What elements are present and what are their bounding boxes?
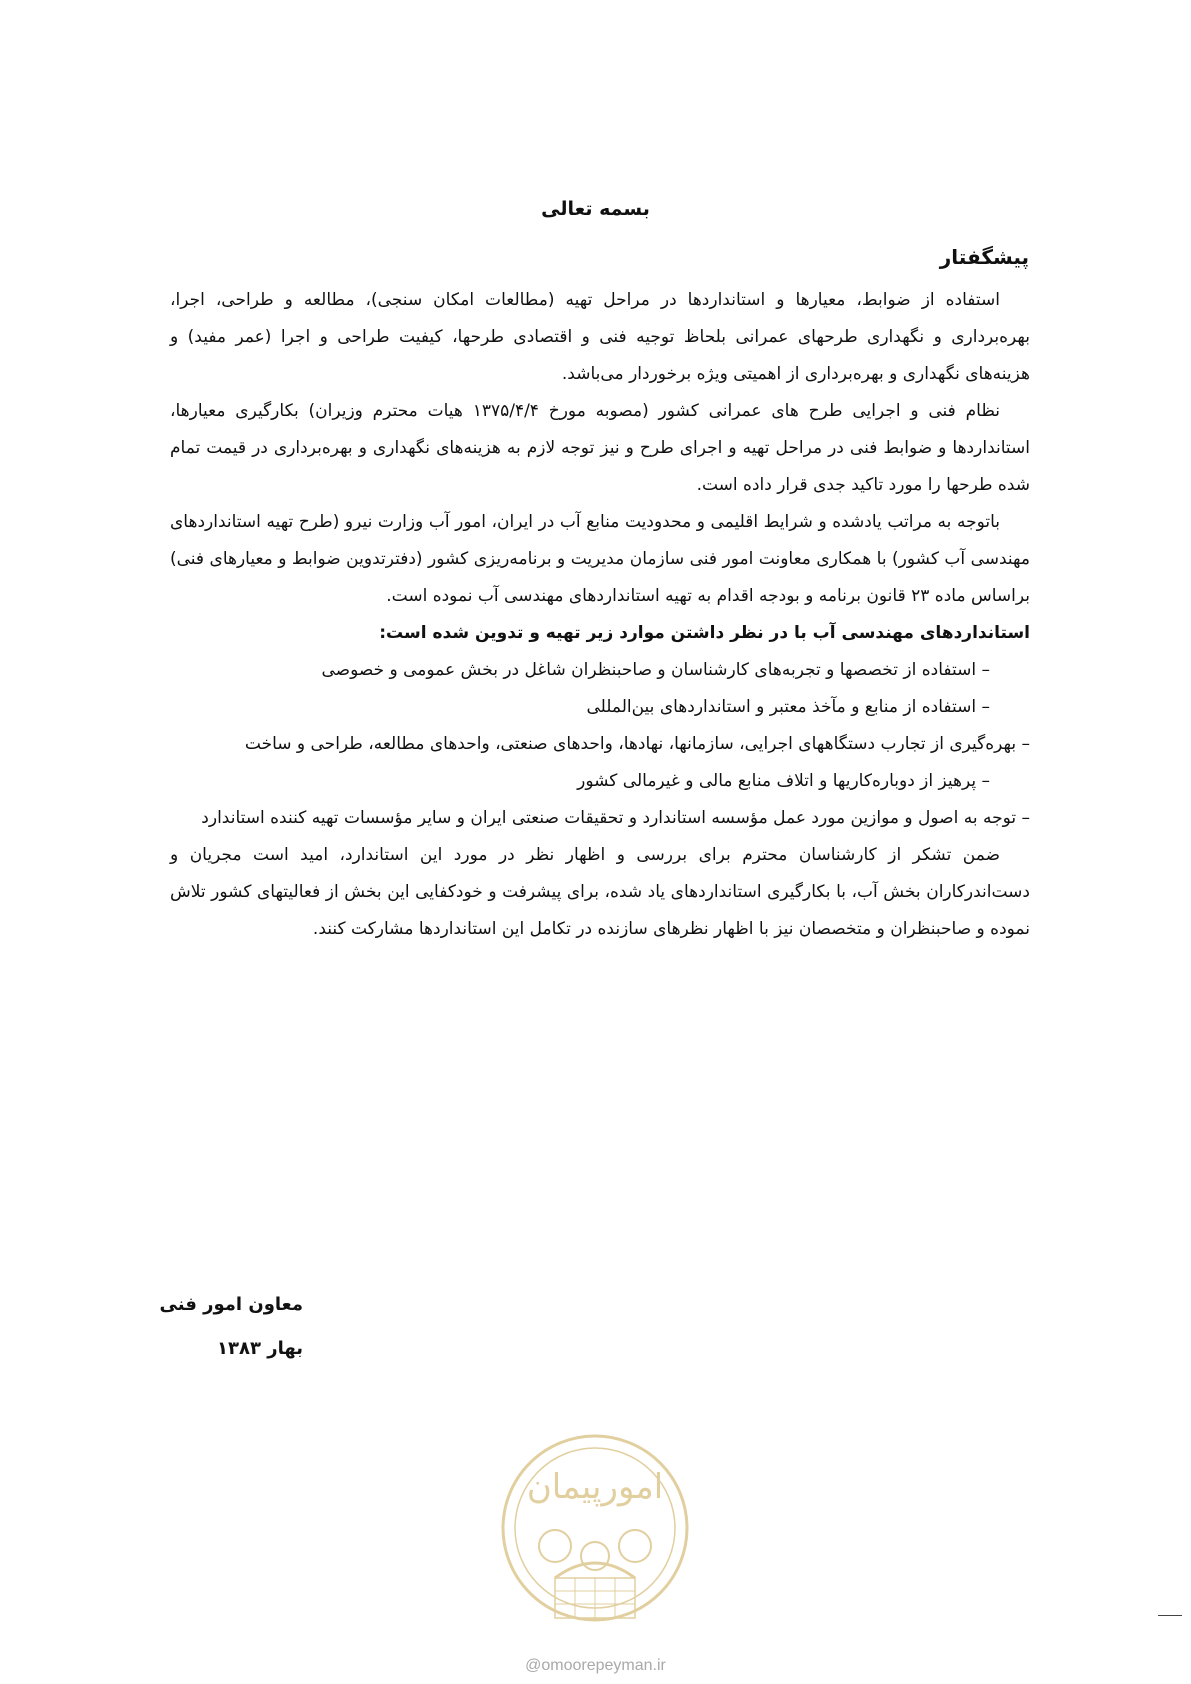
list-item: – استفاده از منابع و مآخذ معتبر و استانداردهای بین‌المللی	[586, 697, 990, 717]
list-item: – استفاده از تخصصها و تجربه‌های کارشناسان و صاحبنظران شاغل در بخش عمومی و خصوصی	[321, 660, 990, 680]
list-item: – پرهیز از دوباره‌کاریها و اتلاف منابع مالی و غیرمالی کشور	[577, 771, 990, 791]
signature-block	[160, 1283, 303, 1371]
paragraph-3: باتوجه به مراتب یادشده و شرایط اقلیمی و محدودیت منابع آب در ایران، امور آب وزارت نیرو (طرح تهیه استانداردهای مهندسی آب کشور) با همکاری معاونت امور فنی سازمان مدیریت و برنامه‌ریزی کشور (دفترتدوین ضوابط و معیارهای فنی) براساس ماده ۲۳ قانون برنامه و بودجه اقدام به تهیه استانداردهای مهندسی آب نموده است.	[170, 512, 1030, 606]
paragraph-4: استانداردهای مهندسی آب با در نظر داشتن موارد زیر تهیه و تدوین شده است:	[379, 623, 1030, 643]
signature-date: بهار ۱۳۸۳	[217, 1338, 303, 1359]
paragraph-2: نظام فنی و اجرایی طرح های عمرانی کشور (مصوبه مورخ ۱۳۷۵/۴/۴ هیات محترم وزیران) بکارگیری معیارها، استانداردها و ضوابط فنی در مراحل تهیه و اجرای طرح و نیز توجه لازم به هزینه‌های نگهداری و بهره‌برداری در قیمت تمام شده طرحها را مورد تاکید جدی قرار داده است.	[170, 401, 1030, 495]
page-dash-mark	[1158, 1615, 1182, 1616]
basmala-heading: بسمه تعالی	[541, 198, 650, 220]
section-title: پیشگفتار	[939, 245, 1029, 269]
list-item: – بهره‌گیری از تجارب دستگاههای اجرایی، سازمانها، نهادها، واحدهای صنعتی، واحدهای مطالعه، طراحی و ساخت	[244, 734, 1030, 754]
watermark-logo-text: امورپیمان	[526, 1467, 664, 1507]
closing-paragraph: ضمن تشکر از کارشناسان محترم برای بررسی و اظهار نظر در مورد این استاندارد، امید است مجریان و دست‌اندرکاران بخش آب، با بکارگیری استانداردهای یاد شده، برای پیشرفت و خودکفایی این بخش از فعالیتهای کشور تلاش نموده و صاحبنظران و متخصصان نیز با اظهار نظرهای سازنده در تکامل این استانداردها مشارکت کنند.	[170, 845, 1030, 939]
watermark-url: @omoorepeyman.ir	[525, 1657, 666, 1674]
signature-title: معاون امور فنی	[159, 1294, 303, 1315]
body-text	[170, 282, 1030, 948]
list-item: – توجه به اصول و موازین مورد عمل مؤسسه استاندارد و تحقیقات صنعتی ایران و سایر مؤسسات تهیه کننده استاندارد	[201, 808, 1030, 828]
watermark-logo-icon	[495, 1428, 695, 1633]
paragraph-1: استفاده از ضوابط، معیارها و استانداردها در مراحل تهیه (مطالعات امکان سنجی)، مطالعه و طراحی، اجرا، بهره‌برداری و نگهداری طرحهای عمرانی بلحاظ توجیه فنی و اقتصادی طرحها، کیفیت طراحی و اجرا (عمر مفید) و هزینه‌های نگهداری و بهره‌برداری از اهمیتی ویژه برخوردار می‌باشد.	[170, 290, 1030, 384]
